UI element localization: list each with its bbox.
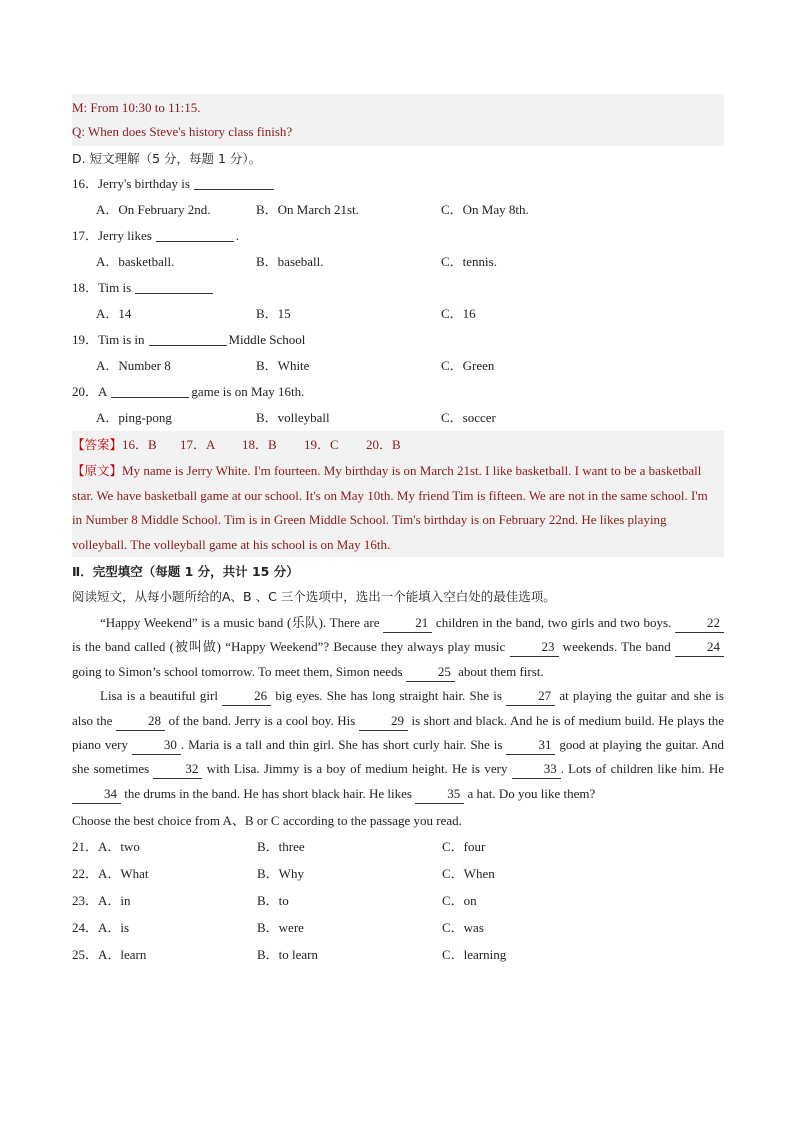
option-a: A．ping-pong	[96, 410, 172, 425]
passage-text: at playing the guitar and she is also the	[72, 688, 724, 728]
passage-text: children in the band, two girls and two boys.	[432, 615, 675, 630]
answer-20: 20．B	[366, 437, 401, 452]
answer-row	[72, 431, 724, 459]
cloze-blank: 22	[675, 614, 724, 633]
answer-16: 16．B	[122, 437, 157, 452]
script-text: My name is Jerry White. I'm fourteen. My birthday is on March 21st. I like basketball. I want to be a basketball star. We have basketball game at our school. It's on May 10th. My friend Tim is fifteen. We are not in the same school. I'm in Number 8 Middle School. Tim is in Green Middle School. Tim's birthday is on February 22nd. He likes playing volleyball. The volleyball game at his school is on May 16th.	[72, 463, 708, 552]
passage-paragraph-2	[72, 684, 724, 806]
passage-text: Lisa is a beautiful girl	[100, 688, 223, 704]
cloze-option-b: B．three	[257, 839, 305, 855]
stem-text: 16．Jerry's birthday is	[72, 176, 190, 191]
question-stem	[72, 171, 724, 196]
cloze-blank: 32	[153, 760, 202, 779]
option-row	[72, 196, 724, 223]
dialogue-m-line: M: From 10:30 to 11:15.	[72, 100, 201, 115]
section-2-instruction: 阅读短文，从每小题所给的A、B 、C 三个选项中，选出一个能填入空白处的最佳选项。	[72, 589, 556, 604]
option-b: B．White	[256, 358, 310, 373]
dialogue-box	[72, 94, 724, 146]
cloze-option-c: C．four	[442, 839, 486, 855]
option-row	[72, 352, 724, 379]
passage-text: is short and black. And he is of medium build. He plays the piano very	[72, 712, 724, 753]
passage-text: going to Simon’s school tomorrow. To meet them, Simon needs	[72, 663, 406, 679]
choose-instruction: Choose the best choice from A、B or C according to the passage you read.	[72, 813, 462, 829]
cloze-question-row	[72, 887, 724, 914]
passage-text: a hat. Do you like them?	[464, 785, 596, 801]
cloze-option-a: 24．A．is	[72, 920, 130, 936]
option-b: B．volleyball	[256, 410, 330, 425]
option-c: C．16	[441, 306, 476, 321]
cloze-option-a: 23．A．in	[72, 893, 131, 909]
stem-text-after: .	[235, 228, 240, 243]
cloze-blank: 29	[359, 712, 408, 731]
passage-text: the drums in the band. He has short black hair. He likes	[121, 785, 416, 801]
answer-blank	[194, 175, 274, 190]
questions-21-25	[72, 833, 724, 968]
dialogue-q-line: Q: When does Steve's history class finish?	[72, 124, 293, 139]
option-row	[72, 404, 724, 431]
passage-text: weekends. The band	[558, 639, 675, 655]
cloze-blank: 24	[675, 638, 724, 657]
option-a: A．basketball.	[96, 254, 175, 269]
cloze-blank: 26	[222, 687, 271, 706]
passage-paragraph-1	[72, 611, 724, 684]
cloze-option-a: 25．A．learn	[72, 947, 147, 963]
stem-text: 20．A	[72, 384, 108, 399]
cloze-blank: 33	[512, 760, 561, 779]
cloze-option-b: B．to learn	[257, 947, 319, 963]
answer-18: 18．B	[242, 437, 277, 452]
option-a: A．Number 8	[96, 358, 171, 373]
cloze-blank: 35	[415, 785, 464, 804]
option-b: B．baseball.	[256, 254, 324, 269]
section-d-title: D. 短文理解（5 分，每题 1 分）。	[72, 151, 262, 166]
stem-text: 17．Jerry likes	[72, 228, 152, 243]
stem-text-after: Middle School	[228, 332, 306, 347]
option-c: C．On May 8th.	[441, 202, 529, 217]
cloze-option-c: C．was	[442, 920, 484, 936]
answer-17: 17．A	[180, 437, 216, 452]
question-stem	[72, 327, 724, 352]
answer-blank	[149, 331, 227, 346]
question-stem	[72, 275, 724, 300]
questions-16-20	[72, 171, 724, 431]
passage-text: with Lisa. Jimmy is a boy of medium height. He is very	[202, 761, 512, 777]
option-row	[72, 300, 724, 327]
option-a: A．On February 2nd.	[96, 202, 211, 217]
exam-page	[72, 94, 724, 968]
passage-text: good at playing the guitar. And she sometimes	[72, 737, 724, 777]
passage-text: . Maria is a tall and thin girl. She has short curly hair. She is	[180, 737, 507, 753]
cloze-option-b: B．to	[257, 893, 289, 909]
passage-text: big eyes. She has long straight hair. She is	[271, 688, 507, 704]
cloze-blank: 31	[506, 736, 555, 755]
cloze-option-b: B．Why	[257, 866, 304, 882]
answer-19: 19．C	[304, 437, 339, 452]
question-stem	[72, 223, 724, 248]
cloze-blank: 21	[383, 614, 432, 633]
option-a: A．14	[96, 306, 132, 321]
question-stem	[72, 379, 724, 404]
cloze-blank: 30	[132, 736, 181, 755]
passage-text: is the band called (被叫做) “Happy Weekend”? Because they always play music	[72, 639, 510, 655]
option-row	[72, 248, 724, 275]
cloze-option-c: C．When	[442, 866, 495, 882]
option-b: B．On March 21st.	[256, 202, 359, 217]
cloze-option-c: C．on	[442, 893, 477, 909]
cloze-question-row	[72, 914, 724, 941]
stem-text: 19．Tim is in	[72, 332, 145, 347]
answer-box	[72, 431, 724, 557]
passage-text: about them first.	[454, 663, 544, 679]
cloze-blank: 28	[116, 712, 165, 731]
cloze-option-b: B．were	[257, 920, 304, 936]
stem-text: 18．Tim is	[72, 280, 132, 295]
passage-text: of the band. Jerry is a cool boy. His	[165, 712, 359, 728]
cloze-blank: 23	[510, 638, 559, 657]
listening-script	[72, 459, 724, 557]
answer-blank	[156, 227, 234, 242]
answer-label: 【答案】	[72, 437, 123, 452]
option-b: B．15	[256, 306, 291, 321]
option-c: C．Green	[441, 358, 495, 373]
cloze-blank: 27	[506, 687, 555, 706]
section-2-title: Ⅱ．完型填空（每题 1 分，共计 15 分）	[72, 564, 299, 579]
script-label: 【原文】	[72, 463, 123, 478]
passage-text: “Happy Weekend” is a music band (乐队). There are	[100, 615, 384, 630]
answer-blank	[135, 279, 213, 294]
cloze-option-a: 22．A．What	[72, 866, 149, 882]
answer-blank	[111, 383, 189, 398]
stem-text-after: game is on May 16th.	[191, 384, 305, 399]
option-c: C．soccer	[441, 410, 496, 425]
passage-text: . Lots of children like him. He	[560, 761, 725, 777]
cloze-question-row	[72, 941, 724, 968]
cloze-blank: 25	[406, 663, 455, 682]
cloze-blank: 34	[72, 785, 121, 804]
cloze-question-row	[72, 860, 724, 887]
option-c: C．tennis.	[441, 254, 497, 269]
cloze-question-row	[72, 833, 724, 860]
cloze-option-a: 21．A．two	[72, 839, 140, 855]
cloze-option-c: C．learning	[442, 947, 507, 963]
